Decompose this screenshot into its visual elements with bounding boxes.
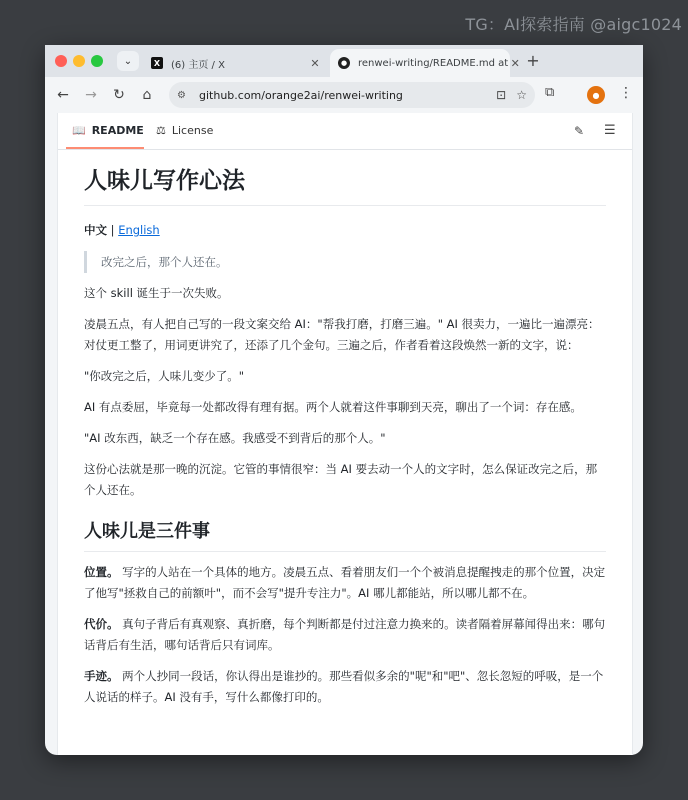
tab-x-home[interactable]	[143, 49, 328, 77]
maximize-window-button[interactable]	[91, 55, 103, 67]
url-text[interactable]: github.com/orange2ai/renwei-writing	[199, 88, 403, 102]
book-icon: 📖	[72, 124, 86, 137]
tab-close-icon[interactable]: ✕	[510, 56, 520, 70]
definition-item	[84, 562, 606, 604]
tab-title: (6) 主页 / X	[171, 59, 225, 71]
github-logo-icon: ●	[338, 57, 350, 69]
home-icon[interactable]: ⌂	[142, 87, 152, 103]
paragraph: "AI 改东西，缺乏一个存在感。我感受不到背后的那个人。"	[84, 431, 386, 445]
paragraph: 这份心法就是那一晚的沉淀。它管的事情很窄：当 AI 要去动一个人的文字时，怎么保证改完之后，那个人还在。	[84, 462, 598, 497]
extensions-icon[interactable]: ⧉	[545, 85, 555, 100]
scale-icon: ⚖	[156, 124, 166, 137]
watermark: TG：AI探索指南 @aigc1024	[465, 15, 682, 34]
minimize-window-button[interactable]	[73, 55, 85, 67]
edit-pencil-icon[interactable]: ✎	[574, 124, 585, 138]
install-app-icon[interactable]: ⊡	[496, 88, 507, 102]
tab-license-label: License	[171, 124, 214, 137]
language-switch	[84, 220, 606, 241]
bookmark-star-icon[interactable]: ☆	[516, 88, 527, 102]
site-info-icon[interactable]: ⚙	[177, 89, 186, 101]
item-term: 手迹。	[84, 669, 119, 683]
tab-title: renwei-writing/README.md at	[358, 57, 509, 69]
x-logo-icon: X	[151, 57, 163, 69]
readme-tab-bar	[58, 113, 632, 150]
tab-github-readme[interactable]	[330, 49, 520, 77]
paragraph: 这个 skill 诞生于一次失败。	[84, 286, 229, 300]
readme-article	[84, 153, 606, 708]
active-tab-indicator	[66, 147, 144, 149]
tab-readme-label: README	[91, 124, 144, 137]
tab-strip	[45, 45, 643, 77]
item-text: 真句子背后有真观察、真折磨，每个判断都是付过注意力换来的。读者隔着屏幕闻得出来：哪句话背后有生活，哪句话背后只有词库。	[84, 617, 606, 652]
item-text: 写字的人站在一个具体的地方。凌晨五点、看着朋友们一个个被消息提醒拽走的那个位置，决定了他写"拯救自己的前额叶"，而不会写"提升专注力"。AI 哪儿都能站，所以哪儿都不在。	[84, 565, 606, 600]
outline-list-icon[interactable]: ☰	[604, 123, 616, 138]
page-content	[57, 113, 633, 755]
english-link[interactable]: English	[118, 223, 160, 237]
forward-arrow-icon[interactable]: →	[85, 87, 97, 103]
page-title: 人味儿写作心法	[84, 165, 606, 206]
lang-separator: |	[107, 223, 119, 237]
tab-readme[interactable]	[72, 124, 144, 137]
chevron-down-icon: ⌄	[123, 55, 133, 67]
back-arrow-icon[interactable]: ←	[57, 87, 69, 103]
item-term: 位置。	[84, 565, 119, 579]
reload-icon[interactable]: ↻	[113, 87, 125, 103]
tab-license[interactable]	[156, 124, 213, 137]
browser-window	[45, 45, 643, 755]
new-tab-button[interactable]: +	[526, 51, 540, 70]
item-term: 代价。	[84, 617, 119, 631]
paragraph: AI 有点委屈，毕竟每一处都改得有理有据。两个人就着这件事聊到天亮，聊出了一个词：存在感。	[84, 400, 582, 414]
address-bar[interactable]	[169, 82, 535, 108]
close-window-button[interactable]	[55, 55, 67, 67]
browser-toolbar	[45, 77, 643, 113]
quote-block: 改完之后，那个人还在。	[84, 251, 606, 273]
definition-item	[84, 614, 606, 656]
item-text: 两个人抄同一段话，你认得出是谁抄的。那些看似多余的"呢"和"吧"、忽长忽短的呼吸，是一个人说话的样子。AI 没有手，写什么都像打印的。	[84, 669, 604, 704]
paragraph: "你改完之后，人味儿变少了。"	[84, 369, 245, 383]
profile-avatar[interactable]: ●	[587, 86, 605, 104]
section-heading: 人味儿是三件事	[84, 519, 606, 552]
lang-current: 中文	[84, 223, 107, 237]
tab-search-button[interactable]	[117, 51, 139, 71]
tab-close-icon[interactable]: ✕	[310, 56, 320, 70]
paragraph: 凌晨五点，有人把自己写的一段文案交给 AI："帮我打磨，打磨三遍。" AI 很卖力，一遍比一遍漂亮：对仗更工整了，用词更讲究了，还添了几个金句。三遍之后，作者看着这段焕然一新的文字，说：	[84, 317, 600, 352]
definition-item	[84, 666, 606, 708]
browser-menu-icon[interactable]: ⋮	[619, 85, 633, 101]
